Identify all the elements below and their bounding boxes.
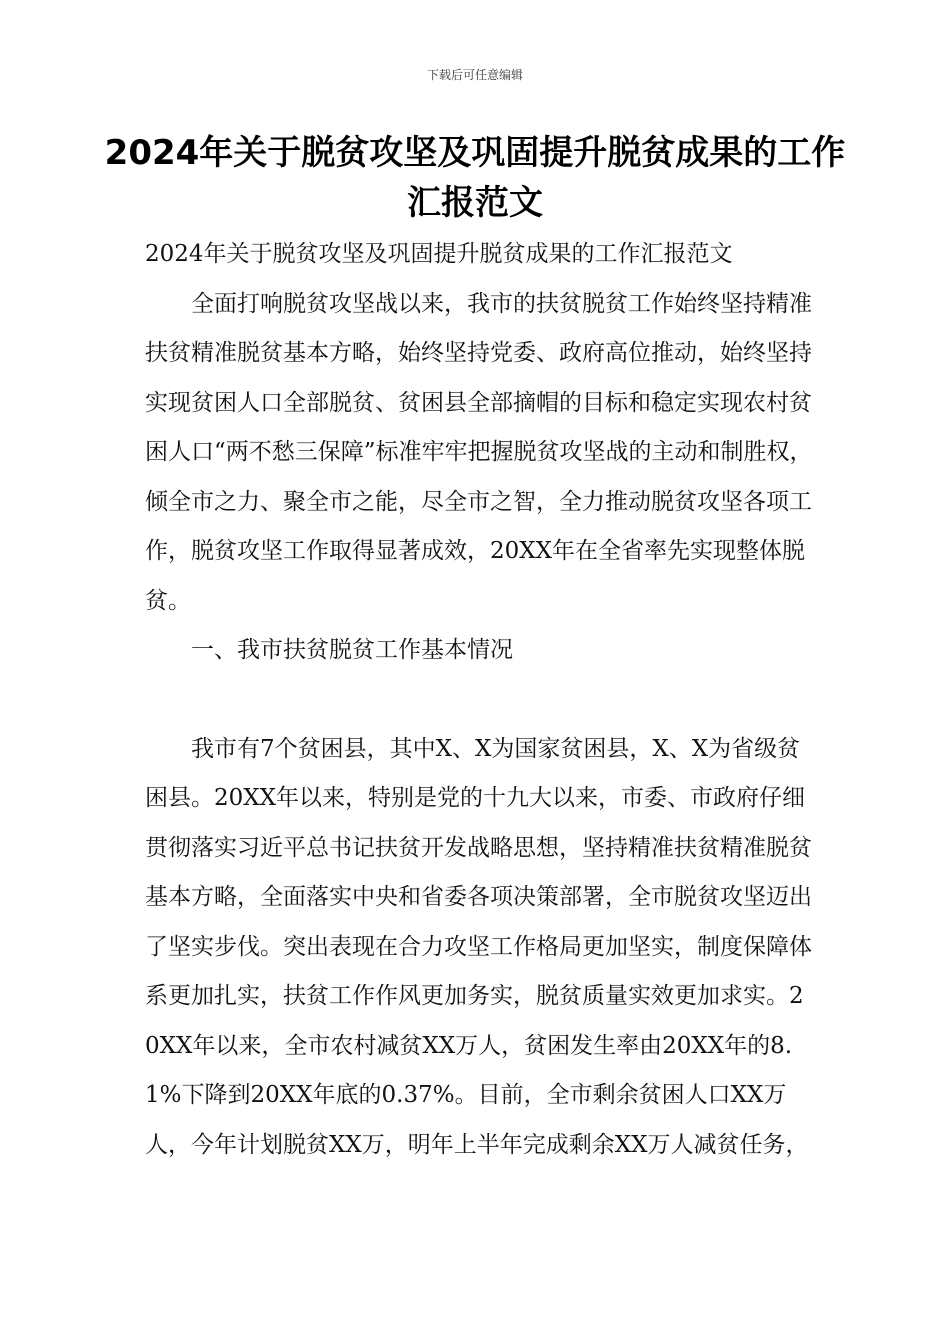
- paragraph-basic-situation: 我市有7个贫困县，其中X、X为国家贫困县，X、X为省级贫困县。20XX年以来，特别是党的十九大以来，市委、市政府仔细贯彻落实习近平总书记扶贫开发战略思想，坚持精准扶贫精准脱贫基本方略，全面落实中央和省委各项决策部署，全市脱贫攻坚迈出了坚实步伐。突出表现在合力攻坚工作格局更加坚实，制度保障体系更加扎实，扶贫工作作风更加务实，脱贫质量实效更加求实。20XX年以来，全市农村减贫XX万人，贫困发生率由20XX年的8.1%下降到20XX年底的0.37%。目前，全市剩余贫困人口XX万人，今年计划脱贫XX万，明年上半年完成剩余XX万人减贫任务，: [145, 735, 812, 1158]
- document-title: 2024年关于脱贫攻坚及巩固提升脱贫成果的工作汇报范文: [104, 133, 846, 223]
- paragraph-intro: 全面打响脱贫攻坚战以来，我市的扶贫脱贫工作始终坚持精准扶贫精准脱贫基本方略，始终坚持党委、政府高位推动，始终坚持实现贫困人口全部脱贫、贫困县全部摘帽的目标和稳定实现农村贫困人口“两不愁三保障”标准牢牢把握脱贫攻坚战的主动和制胜权，倾全市之力、聚全市之能，尽全市之智，全力推动脱贫攻坚各项工作，脱贫攻坚工作取得显著成效，20XX年在全省率先实现整体脱贫。: [145, 290, 813, 614]
- header-note: 下载后可任意编辑: [426, 68, 523, 82]
- paragraph-gap: [145, 676, 815, 725]
- document-subtitle: 2024年关于脱贫攻坚及巩固提升脱贫成果的工作汇报范文: [145, 241, 733, 267]
- section-heading-1: 一、我市扶贫脱贫工作基本情况: [191, 637, 513, 663]
- document-body: [145, 230, 815, 1170]
